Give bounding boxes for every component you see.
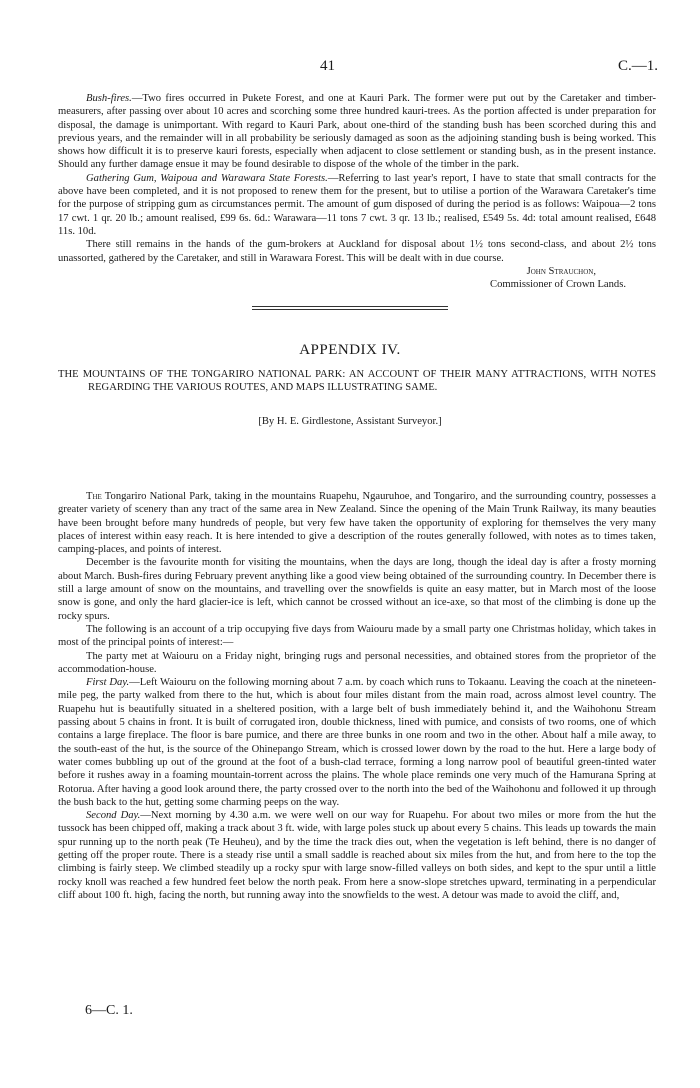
trip-account-paragraph: The following is an account of a trip occupying five days from Waiouru made by a small party one Christmas holiday, which takes in most of the principal points of interest:— [58,623,656,649]
second-day-heading: Second Day. [86,810,141,822]
intro-text: Tongariro National Park, taking in the mountains Ruapehu, Ngauruhoe, and Tongariro, and the surrounding country, possesses a greater variety of scenery than any tract of the same area in New Zealand. Since the opening of the Main Trunk Railway, its many beauties have been brought before many hundreds of people, but very few have taken the opportunity of exploring for themselves the very many places of interest within easy reach. It is here intended to give a description of the routes generally followed, with notes as to times taken, camping-places, and points of interest. [58,491,656,556]
bush-fires-text: —Two fires occurred in Pukete Forest, and one at Kauri Park. The former were put out by the Caretaker and timber-measurers, after passing over about 10 acres and scorching some three hundred kauri-trees. As the portion affected is under preparation for disposal, the damage is unimportant. With regard to Kauri Park, about one-third of the standing bush has been scorched during this and previous years, and the remainder will in all probability be seriously damaged as soon as the adjoining standing bush is being worked. This shows how difficult it is to preserve kauri forests, especially when adjacent to close settlement or standing bush, as in the present instance. Should any further damage ensue it may be found desirable to dispose of the whole of the timber in the park. [58,93,656,171]
page-number: 41 [320,58,335,74]
intro-paragraph [58,490,656,556]
gathering-gum-paragraph [58,172,656,238]
gathering-gum-text: —Referring to last year's report, I have to state that small contracts for the above have been completed, and it is not proposed to renew them for the present, but to utilise a portion of the Warawara Caretaker's time for the purpose of stripping gum as circumstances permit. The amount of gum disposed of during the period is as follows: Waipoua—2 tons 17 cwt. 1 qr. 20 lb.; amount realised, £99 6s. 6d.: Warawara—11 tons 7 cwt. 3 qr. 13 lb.; realised, £549 5s. 4d: total amount realised, £648 11s. 10d. [58,172,656,237]
first-day-text: —Left Waiouru on the following morning about 7 a.m. by coach which runs to Tokaanu. Leaving the coach at the nineteen-mile peg, the party walked from there to the hut, which is about four miles distant from the main road, across almost level country. The Ruapehu hut is beautifully situated in a sheltered position, with a large belt of bush immediately behind it, and the Waihohonu Stream passing about 5 chains in front. It is built of corrugated iron, double thickness, lined with pumice, and consists of two rooms, one of which contains a large fireplace. The floor is bare pumice, and there are three bunks in one room and two in the other. About half a mile away, to the south-east of the hut, is the source of the Ohinepango Stream, which is crossed lower down by the road to the hut. Here a large body of water comes bubbling up out of the ground at the foot of a bush-clad terrace, forming a long narrow pool of beautiful green-tinted water before it rushes away in a foaming mountain-torrent across the plains. The whole place reminds one very much of the Hamurana Spring at Rotorua. After having a good look around there, the party crossed over to the north into the bed of the Waihohonu and followed it up through the bush back to the hut, getting some charming peeps on the way. [58,677,656,808]
bush-fires-heading: Bush-fires. [86,93,132,104]
section-divider-rule-lower [252,309,448,310]
signature-name: John Strauchon, [526,265,596,277]
second-day-paragraph [58,809,656,902]
author-byline: [By H. E. Girdlestone, Assistant Surveyor.] [258,416,442,427]
first-day-heading: First Day. [86,677,130,689]
appendix-subtitle-block [58,368,656,395]
appendix-title: APPENDIX IV. [299,342,401,358]
december-paragraph: December is the favourite month for visiting the mountains, when the days are long, though the ideal day is after a frosty morning about March. Bush-fires during February prevent anything like a good view being obtained of the surrounding country. In December there is still a large amount of snow on the mountains, and travelling over the snowfields is quite an easy matter, but in March most of the loose snow is gone, and only the hard glacier-ice is left, which cannot be crossed without an ice-axe, so that most of the climbing is done up the rocky spurs. [58,557,656,622]
second-day-text: —Next morning by 4.30 a.m. we were well on our way for Ruapehu. For about two miles or more from the hut the tussock has been chipped off, making a track about 3 ft. wide, with large poles stuck up about every 5 chains. This leads up towards the main spur running up to the north peak (Te Heuheu), and by the time the track dies out, when the vegetation is left behind, there is no danger of getting off the proper route. There is a steady rise until a small saddle is reached about six miles from the hut, and from here to the top the climbing is fairly steep. We climbed steadily up a rocky spur with large snow-filled valleys on both sides, and kept to the spur until a little rocky knoll was reached a few hundred feet below the north peak. From here a snow-slope stretches upward, terminating in a perpendicular cliff about 100 ft. high, facing the north, but running away into the snowfields to the west. A detour was made to avoid the cliff, and, [58,810,656,901]
first-day-paragraph [58,676,656,809]
bush-fires-paragraph [58,92,656,172]
intro-lead-word: The [86,491,102,502]
appendix-subtitle: THE MOUNTAINS OF THE TONGARIRO NATIONAL PARK: AN ACCOUNT OF THEIR MANY ATTRACTIONS, WITH NOTES REGARDING THE VARIOUS ROUTES, AND MAPS ILLUSTRATING SAME. [58,369,656,394]
party-met-paragraph: The party met at Waiouru on a Friday night, bringing rugs and personal necessities, and obtained stores from the proprietor of the accommodation-house. [58,650,656,675]
page-header [0,58,700,80]
signature-title: Commissioner of Crown Lands. [490,279,626,291]
document-reference: C.—1. [617,58,658,74]
signature-mark: 6—C. 1. [85,1003,133,1018]
appendix-body [58,490,656,902]
gathering-gum-heading: Gathering Gum, Waipoua and Warawara State Forests. [86,172,328,184]
remaining-gum-paragraph: There still remains in the hands of the gum-brokers at Auckland for disposal about 1½ tons second-class, and about 2½ tons unassorted, gathered by the Caretaker, and still in Warawara Forest. This will be dealt with in due course. [58,239,656,264]
section-divider-rule [252,306,448,307]
commissioner-report-section [58,92,656,291]
